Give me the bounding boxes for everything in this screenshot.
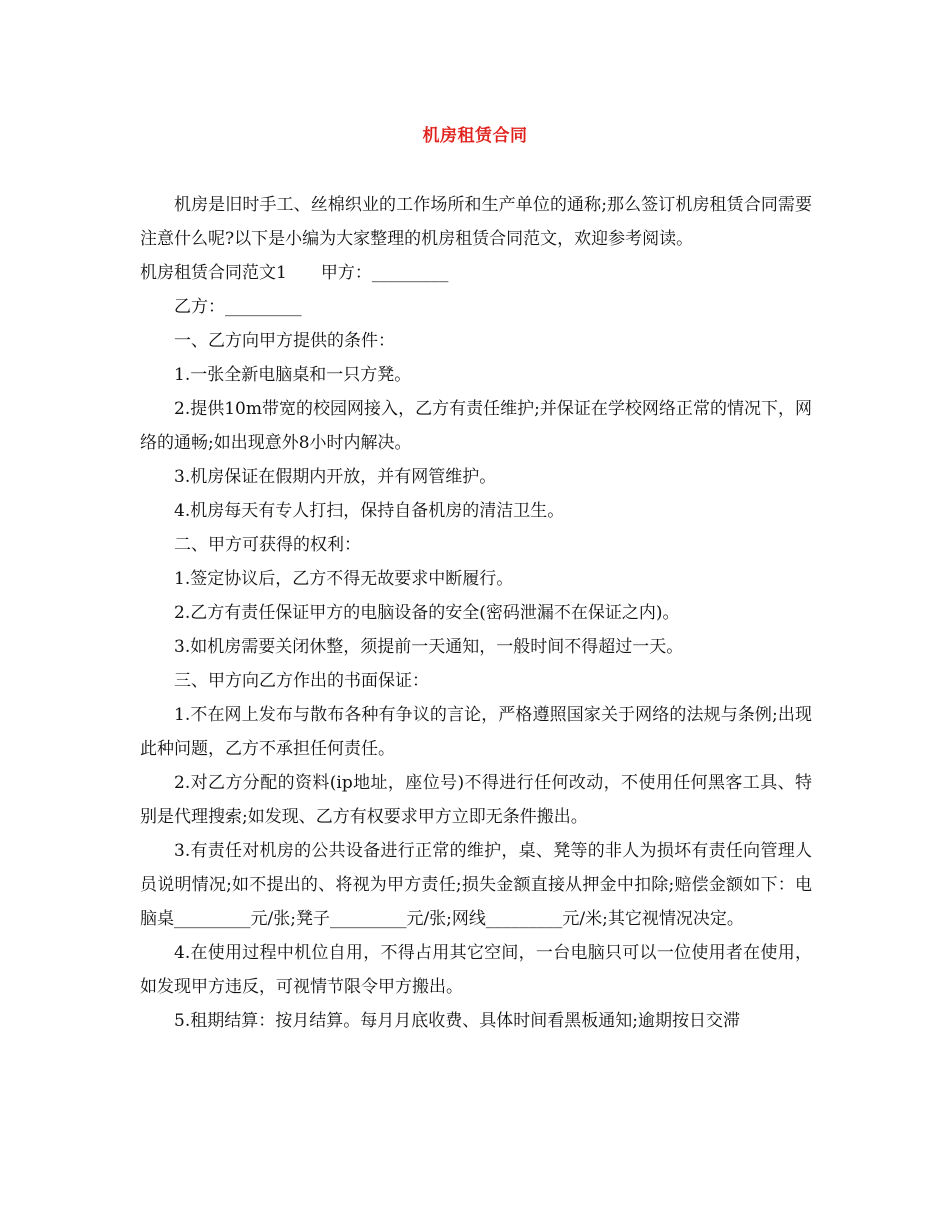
paragraph: 3.如机房需要关闭休整，须提前一天通知，一般时间不得超过一天。 (174, 637, 684, 657)
paragraph: 1.不在网上发布与散布各种有争议的言论，严格遵照国家关于网络的法规与条例;出现此种问题，乙方不承担任何责任。 (140, 705, 812, 759)
paragraph: 二、甲方可获得的权利： (174, 535, 361, 555)
paragraph: 一、乙方向甲方提供的条件： (174, 331, 395, 351)
paragraph: 机房租赁合同范文1 甲方：_________ (140, 263, 449, 283)
paragraph: 机房是旧时手工、丝棉织业的工作场所和生产单位的通称;那么签订机房租赁合同需要注意什么呢?以下是小编为大家整理的机房租赁合同范文，欢迎参考阅读。 (140, 195, 812, 249)
paragraph: 乙方：_________ (174, 297, 302, 317)
paragraph: 1.签定协议后，乙方不得无故要求中断履行。 (174, 569, 514, 589)
paragraph: 5.租期结算：按月结算。每月月底收费、具体时间看黑板通知;逾期按日交滞 (174, 1011, 740, 1031)
paragraph: 3.机房保证在假期内开放，并有网管维护。 (174, 467, 497, 487)
paragraph: 4.在使用过程中机位自用，不得占用其它空间，一台电脑只可以一位使用者在使用，如发现甲方违反，可视情节限令甲方搬出。 (140, 943, 812, 997)
document-body (140, 188, 812, 1038)
document-title: 机房租赁合同 (422, 126, 528, 146)
paragraph: 2.乙方有责任保证甲方的电脑设备的安全(密码泄漏不在保证之内)。 (174, 603, 680, 623)
paragraph: 4.机房每天有专人打扫，保持自备机房的清洁卫生。 (174, 501, 565, 521)
paragraph: 三、甲方向乙方作出的书面保证： (174, 671, 429, 691)
paragraph: 3.有责任对机房的公共设备进行正常的维护，桌、凳等的非人为损坏有责任向管理人员说明情况;如不提出的、将视为甲方责任;损失金额直接从押金中扣除;赔偿金额如下：电脑桌_________元/张;凳子_________元/张;网线_________元/米;其它视情况决定。 (140, 841, 812, 929)
paragraph: 2.提供10m带宽的校园网接入，乙方有责任维护;并保证在学校网络正常的情况下，网络的通畅;如出现意外8小时内解决。 (140, 399, 812, 453)
paragraph: 1.一张全新电脑桌和一只方凳。 (174, 365, 412, 385)
paragraph: 2.对乙方分配的资料(ip地址，座位号)不得进行任何改动，不使用任何黑客工具、特别是代理搜索;如发现、乙方有权要求甲方立即无条件搬出。 (140, 773, 812, 827)
